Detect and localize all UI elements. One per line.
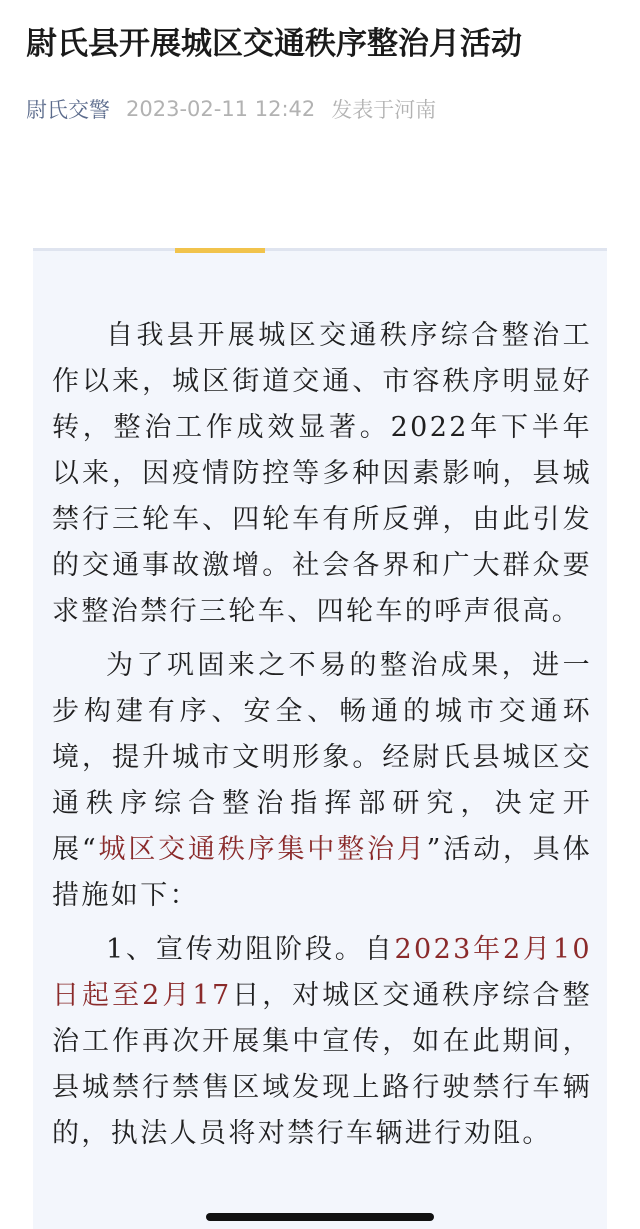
publish-location: 发表于河南 (331, 98, 437, 122)
paragraph-intro-text: 自我县开展城区交通秩序综合整治工作以来，城区街道交通、市容秩序明显好转，整治工作成效显著。2022年下半年以来，因疫情防控等多种因素影响，县城禁行三轮车、四轮车有所反弹，由此引发的交通事故激增。社会各界和广大群众要求整治禁行三轮车、四轮车的呼声很高。 (52, 320, 592, 627)
paragraph-purpose-tail: 活动，具体措施如下： (52, 834, 593, 911)
phase-one-dates: 2023年2月10日起至2月17 (52, 934, 592, 1011)
article-body (52, 313, 592, 1165)
author-link[interactable]: 尉氏交警 (26, 98, 110, 122)
paragraph-purpose (52, 643, 592, 919)
phase-one-text: 日，对城区交通秩序综合整治工作再次开展集中宣传，如在此期间，县城禁行禁售区域发现上路行驶禁行车辆的，执法人员将对禁行车辆进行劝阻。 (52, 980, 592, 1149)
quote-close: ” (426, 834, 443, 865)
publish-date: 2023-02-11 12:42 (126, 97, 316, 121)
home-indicator[interactable] (206, 1213, 434, 1221)
quote-open: “ (81, 834, 99, 865)
paragraph-phase-one (52, 927, 592, 1157)
card-divider (33, 248, 607, 251)
article-meta (26, 92, 436, 126)
paragraph-purpose-text: 为了巩固来之不易的整治成果，进一步构建有序、安全、畅通的城市交通环境，提升城市文明形象。经尉氏县城区交通秩序综合整治指挥部研究，决定开展 (52, 650, 592, 865)
article-title: 尉氏县开展城区交通秩序整治月活动 (26, 26, 522, 62)
card-accent-bar (175, 248, 265, 253)
phase-one-lead: 1、宣传劝阻阶段。自 (106, 934, 395, 965)
paragraph-intro (52, 313, 592, 635)
campaign-name: 城区交通秩序集中整治月 (98, 834, 427, 865)
